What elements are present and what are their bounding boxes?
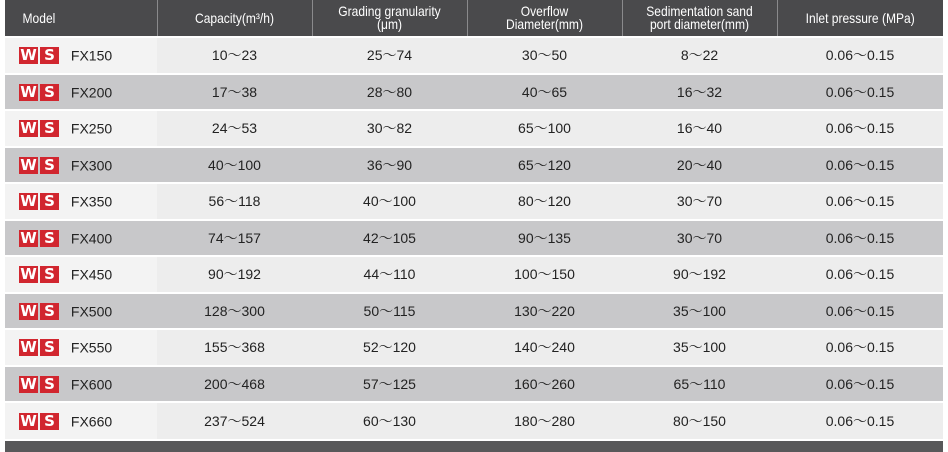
ws-logo: [19, 339, 59, 356]
logo-letter-w: W: [20, 46, 37, 65]
model-cell: [5, 293, 157, 330]
inlet-cell: 0.06～0.15: [777, 74, 943, 111]
overflow-cell: 130～220: [467, 293, 622, 330]
sediment-cell: 16～32: [622, 74, 777, 111]
grading-cell: 36～90: [312, 147, 467, 184]
ws-logo: [19, 120, 59, 137]
capacity-cell: 90～192: [157, 256, 312, 293]
logo-letter-w: W: [20, 374, 37, 393]
table-row: [5, 366, 943, 403]
capacity-cell: 237～524: [157, 402, 312, 439]
logo-letter-s: S: [40, 193, 59, 210]
header-capacity: Capacity(m³/h): [168, 0, 301, 37]
logo-letter-s: S: [40, 266, 59, 283]
ws-logo: [19, 47, 59, 64]
capacity-cell: 10～23: [157, 37, 312, 74]
inlet-cell: 0.06～0.15: [777, 183, 943, 220]
inlet-cell: 0.06～0.15: [777, 110, 943, 147]
table-body: [5, 37, 943, 439]
overflow-cell: 30～50: [467, 37, 622, 74]
table-row: [5, 329, 943, 366]
overflow-cell: 65～100: [467, 110, 622, 147]
model-name: FX660: [70, 413, 113, 430]
logo-letter-w: W: [20, 411, 37, 430]
logo-letter-w: W: [20, 265, 37, 284]
ws-logo: [19, 84, 59, 101]
sediment-cell: 16～40: [622, 110, 777, 147]
header-sediment: [633, 0, 766, 37]
ws-logo: [19, 266, 59, 283]
table-row: [5, 256, 943, 293]
header-row: [5, 0, 943, 37]
sediment-cell: 8～22: [622, 37, 777, 74]
sediment-cell: 65～110: [622, 366, 777, 403]
logo-letter-s: S: [40, 376, 59, 393]
sediment-cell: 90～192: [622, 256, 777, 293]
model-cell: [5, 329, 157, 366]
sediment-cell: 35～100: [622, 293, 777, 330]
model-name: FX300: [70, 157, 113, 174]
model-cell: [5, 110, 157, 147]
overflow-cell: 80～120: [467, 183, 622, 220]
header-model: Model: [22, 9, 56, 26]
logo-letter-w: W: [20, 155, 37, 174]
table-row: [5, 220, 943, 257]
grading-cell: 57～125: [312, 366, 467, 403]
sediment-cell: 20～40: [622, 147, 777, 184]
ws-logo: [19, 193, 59, 210]
capacity-cell: 128～300: [157, 293, 312, 330]
model-name: FX550: [70, 339, 113, 356]
inlet-cell: 0.06～0.15: [777, 293, 943, 330]
table-row: [5, 402, 943, 439]
model-cell: [5, 256, 157, 293]
header-sediment-line2: port diameter(mm): [649, 16, 750, 32]
model-cell: [5, 402, 157, 439]
model-name: FX500: [70, 303, 113, 320]
logo-letter-s: S: [40, 47, 59, 64]
model-name: FX350: [70, 193, 113, 210]
model-name: FX400: [70, 230, 113, 247]
grading-cell: 44～110: [312, 256, 467, 293]
capacity-cell: 74～157: [157, 220, 312, 257]
overflow-cell: 140～240: [467, 329, 622, 366]
model-name: FX250: [70, 120, 113, 137]
grading-cell: 40～100: [312, 183, 467, 220]
capacity-cell: 56～118: [157, 183, 312, 220]
grading-cell: 42～105: [312, 220, 467, 257]
model-name: FX200: [70, 84, 113, 101]
capacity-cell: 40～100: [157, 147, 312, 184]
inlet-cell: 0.06～0.15: [777, 256, 943, 293]
table-row: [5, 183, 943, 220]
model-cell: [5, 37, 157, 74]
logo-letter-s: S: [40, 230, 59, 247]
logo-letter-s: S: [40, 120, 59, 137]
capacity-cell: 17～38: [157, 74, 312, 111]
capacity-cell: 200～468: [157, 366, 312, 403]
logo-letter-w: W: [20, 301, 37, 320]
table-bottom-bar: [5, 441, 943, 452]
ws-logo: [19, 413, 59, 430]
model-cell: [5, 183, 157, 220]
capacity-cell: 24～53: [157, 110, 312, 147]
model-name: FX150: [70, 47, 113, 64]
logo-letter-w: W: [20, 228, 37, 247]
model-cell: [5, 366, 157, 403]
sediment-cell: 30～70: [622, 220, 777, 257]
model-name: FX600: [70, 376, 113, 393]
grading-cell: 50～115: [312, 293, 467, 330]
header-sediment-line1: Sedimentation sand: [646, 3, 753, 19]
header-overflow-line1: Overflow: [520, 3, 569, 19]
logo-letter-w: W: [20, 82, 37, 101]
logo-letter-s: S: [40, 303, 59, 320]
sediment-cell: 80～150: [622, 402, 777, 439]
overflow-cell: 180～280: [467, 402, 622, 439]
ws-logo: [19, 303, 59, 320]
header-inlet: Inlet pressure (MPa): [789, 0, 932, 37]
logo-letter-s: S: [40, 339, 59, 356]
header-overflow: [478, 0, 611, 37]
logo-letter-w: W: [20, 338, 37, 357]
model-cell: [5, 147, 157, 184]
grading-cell: 25～74: [312, 37, 467, 74]
sediment-cell: 30～70: [622, 183, 777, 220]
table-row: [5, 293, 943, 330]
capacity-cell: 155～368: [157, 329, 312, 366]
table-row: [5, 74, 943, 111]
overflow-cell: 65～120: [467, 147, 622, 184]
grading-cell: 52～120: [312, 329, 467, 366]
logo-letter-s: S: [40, 157, 59, 174]
table-row: [5, 147, 943, 184]
inlet-cell: 0.06～0.15: [777, 147, 943, 184]
inlet-cell: 0.06～0.15: [777, 220, 943, 257]
spec-table-container: [5, 0, 943, 452]
header-grading-line1: Grading granularity: [338, 3, 441, 19]
grading-cell: 30～82: [312, 110, 467, 147]
table-row: [5, 110, 943, 147]
inlet-cell: 0.06～0.15: [777, 37, 943, 74]
logo-letter-s: S: [40, 413, 59, 430]
model-cell: [5, 74, 157, 111]
overflow-cell: 100～150: [467, 256, 622, 293]
grading-cell: 60～130: [312, 402, 467, 439]
table-header: [5, 0, 943, 37]
header-grading: [323, 0, 456, 37]
table-row: [5, 37, 943, 74]
sediment-cell: 35～100: [622, 329, 777, 366]
ws-logo: [19, 376, 59, 393]
inlet-cell: 0.06～0.15: [777, 329, 943, 366]
inlet-cell: 0.06～0.15: [777, 402, 943, 439]
logo-letter-w: W: [20, 119, 37, 138]
spec-table: [5, 0, 943, 439]
model-cell: [5, 220, 157, 257]
overflow-cell: 90～135: [467, 220, 622, 257]
inlet-cell: 0.06～0.15: [777, 366, 943, 403]
logo-letter-w: W: [20, 192, 37, 211]
overflow-cell: 160～260: [467, 366, 622, 403]
header-overflow-line2: Diameter(mm): [506, 16, 583, 32]
overflow-cell: 40～65: [467, 74, 622, 111]
ws-logo: [19, 230, 59, 247]
grading-cell: 28～80: [312, 74, 467, 111]
ws-logo: [19, 157, 59, 174]
header-grading-line2: (μm): [377, 16, 402, 32]
model-name: FX450: [70, 266, 113, 283]
logo-letter-s: S: [40, 84, 59, 101]
